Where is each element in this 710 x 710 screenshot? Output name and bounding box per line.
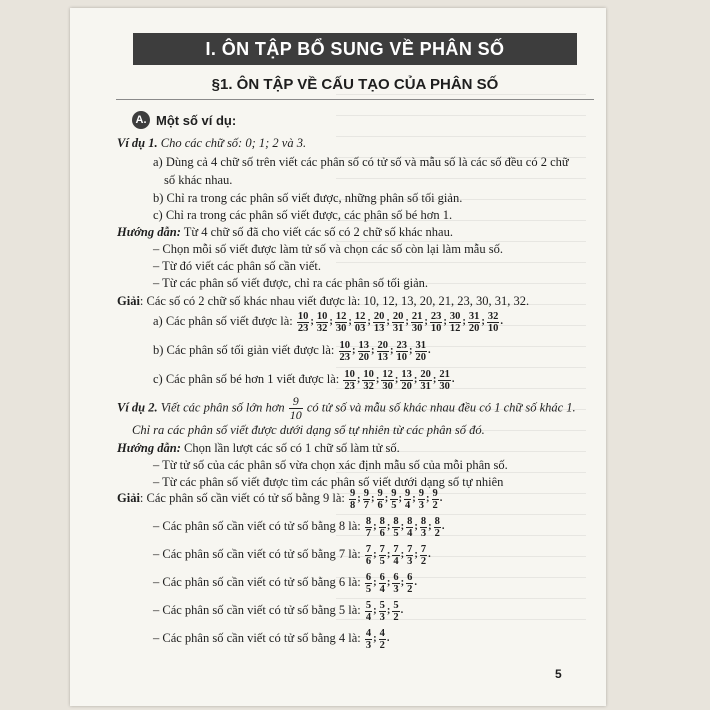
fraction-denominator: 10 xyxy=(430,322,442,334)
fraction-numerator: 12 xyxy=(382,368,393,380)
ex2-solution-4 xyxy=(153,626,391,651)
fraction-separator: ; xyxy=(413,374,418,386)
fraction-denominator: 5 xyxy=(365,583,372,595)
divider-top xyxy=(116,99,594,100)
fraction-separator: ; xyxy=(481,316,485,328)
fraction-denominator: 6 xyxy=(379,527,385,539)
page-number: 5 xyxy=(555,667,562,681)
fraction xyxy=(449,311,462,334)
fraction xyxy=(418,488,425,511)
fraction-numerator: 10 xyxy=(344,368,355,380)
ex2-solution-9 xyxy=(117,486,443,511)
fraction-numerator: 8 xyxy=(420,515,427,527)
ex2-fractions-4 xyxy=(364,627,391,651)
fraction xyxy=(379,600,386,623)
fraction-separator: ; xyxy=(329,316,333,328)
ex2-prompt-text-b: có tử số và mẫu số khác nhau đều có 1 chữ số khác 1. xyxy=(306,400,576,415)
ex1-solution-b xyxy=(153,338,432,363)
fraction-denominator: 5 xyxy=(379,555,385,567)
fraction-separator: . xyxy=(428,549,431,561)
fraction-denominator: 03 xyxy=(354,322,366,334)
fraction-separator: . xyxy=(451,374,455,386)
fraction xyxy=(365,544,372,567)
fraction-numerator: 21 xyxy=(411,310,423,322)
fraction-numerator: 30 xyxy=(449,310,461,322)
fraction-separator: . xyxy=(441,521,445,533)
fraction-denominator: 20 xyxy=(468,322,480,334)
fraction xyxy=(406,572,413,595)
ex1-solution-b-fractions xyxy=(338,339,432,363)
fraction-separator: ; xyxy=(371,493,375,505)
ex1-hint-step3: – Từ các phân số viết được, chỉ ra các phân số tối giản. xyxy=(153,276,429,290)
fraction xyxy=(420,516,427,539)
fraction-numerator: 9 xyxy=(432,487,438,499)
fraction xyxy=(392,572,399,595)
fraction-numerator: 10 xyxy=(339,339,351,351)
ex2-label: Ví dụ 2. xyxy=(117,400,158,415)
fraction-numerator: 8 xyxy=(365,515,372,527)
ex1-hint-step1: – Chọn mỗi số viết được làm tử số và chọn các số còn lại làm mẫu số. xyxy=(153,242,503,256)
fraction-separator: ; xyxy=(394,374,399,386)
fraction-denominator: 6 xyxy=(377,499,383,511)
fraction-denominator: 2 xyxy=(407,583,413,595)
fraction-separator: . xyxy=(386,633,390,645)
fraction-separator: ; xyxy=(371,345,375,357)
fraction-separator: ; xyxy=(352,345,356,357)
fraction-separator: ; xyxy=(373,605,377,617)
fraction xyxy=(343,369,356,392)
fraction-separator: ; xyxy=(367,316,371,328)
fraction-numerator: 10 xyxy=(297,310,309,322)
fraction xyxy=(434,516,441,539)
fraction xyxy=(430,311,443,334)
ex1-solution-text: : Các số có 2 chữ số khác nhau viết được là: 10, 12, 13, 20, 21, 23, 30, 31, 32. xyxy=(139,294,530,308)
fraction-separator: ; xyxy=(414,521,418,533)
ex1-solution-b-text: b) Các phân số tối giản viết được là: xyxy=(153,343,335,357)
ex2-hint-step1: – Từ tử số của các phân số vừa chọn xác định mẫu số của mỗi phân số. xyxy=(153,458,508,472)
fraction-numerator: 32 xyxy=(487,310,499,322)
fraction-separator: ; xyxy=(409,345,413,357)
ex2-prompt xyxy=(117,395,576,422)
fraction-denominator: 13 xyxy=(373,322,385,334)
fraction-numerator: 8 xyxy=(434,515,440,527)
ex2-prompt-fraction xyxy=(289,395,303,422)
fraction-denominator: 2 xyxy=(393,611,399,623)
fraction xyxy=(365,600,372,623)
fraction-separator: ; xyxy=(428,521,432,533)
fraction-numerator: 4 xyxy=(379,627,385,639)
fraction-separator: ; xyxy=(386,577,391,589)
fraction-denominator: 23 xyxy=(344,380,355,392)
fraction-separator: ; xyxy=(373,633,377,645)
fraction xyxy=(419,369,432,392)
ex2-solution-8-text: – Các phân số cần viết có tử số bằng 8 là: xyxy=(153,519,361,533)
fraction-denominator: 10 xyxy=(396,351,408,363)
fraction-numerator: 20 xyxy=(377,339,389,351)
ex2-fractions-5 xyxy=(364,599,404,623)
fraction-denominator: 7 xyxy=(363,499,370,511)
fraction-numerator: 21 xyxy=(439,368,450,380)
ex1-solution xyxy=(117,294,529,309)
ex2-fractions-9 xyxy=(348,487,443,511)
fraction-denominator: 2 xyxy=(379,639,385,651)
ex2-solution-label: Giải xyxy=(117,491,140,505)
fraction xyxy=(377,488,384,511)
fraction xyxy=(373,311,386,334)
fraction-separator: ; xyxy=(424,316,428,328)
fraction-separator: ; xyxy=(398,493,403,505)
fraction-separator: ; xyxy=(443,316,447,328)
fraction-separator: ; xyxy=(373,521,377,533)
fraction-numerator: 31 xyxy=(415,339,427,351)
fraction-separator: ; xyxy=(373,577,377,589)
subsection-heading xyxy=(132,111,236,129)
fraction-numerator: 5 xyxy=(365,599,372,611)
fraction-denominator: 20 xyxy=(401,380,412,392)
fraction-separator: ; xyxy=(310,316,314,328)
fraction xyxy=(358,340,371,363)
fraction-numerator: 31 xyxy=(468,310,480,322)
ex2-solution-4-text: – Các phân số cần viết có tử số bằng 4 là: xyxy=(153,631,361,645)
fraction-numerator: 8 xyxy=(379,515,385,527)
ex1-hint-text: Từ 4 chữ số đã cho viết các số có 2 chữ số khác nhau. xyxy=(180,225,453,239)
fraction-numerator: 13 xyxy=(401,368,412,380)
ex2-solution-6-text: – Các phân số cần viết có tử số bằng 6 là: xyxy=(153,575,361,589)
fraction xyxy=(392,544,399,567)
fraction-denominator: 32 xyxy=(316,322,328,334)
fraction-denominator: 4 xyxy=(405,499,411,511)
fraction xyxy=(379,628,386,651)
fraction-separator: ; xyxy=(386,605,391,617)
fraction-denominator: 3 xyxy=(393,583,399,595)
fraction xyxy=(339,340,352,363)
fraction-numerator: 7 xyxy=(407,543,413,555)
fraction-separator: ; xyxy=(462,316,466,328)
ex1-solution-label: Giải xyxy=(117,294,140,308)
ex1-solution-a xyxy=(153,309,504,334)
fraction xyxy=(392,516,399,539)
fraction-numerator: 6 xyxy=(365,571,372,583)
fraction-denominator: 12 xyxy=(449,322,461,334)
fraction-numerator: 23 xyxy=(396,339,408,351)
fraction xyxy=(335,311,348,334)
fraction-denominator: 20 xyxy=(358,351,370,363)
fraction-denominator: 6 xyxy=(365,555,372,567)
fraction-numerator: 20 xyxy=(392,310,404,322)
ex1-hint xyxy=(117,225,453,240)
fraction-separator: ; xyxy=(405,316,409,328)
fraction-numerator: 5 xyxy=(379,599,385,611)
fraction-numerator: 23 xyxy=(430,310,442,322)
ex1-hint-step2: – Từ đó viết các phân số cần viết. xyxy=(153,259,321,273)
fraction-numerator: 6 xyxy=(407,571,413,583)
ex2-solution-9-text: : Các phân số cần viết có tử số bằng 9 là: xyxy=(139,491,345,505)
fraction xyxy=(365,572,372,595)
fraction-separator: ; xyxy=(384,493,389,505)
ex1-solution-c-fractions xyxy=(342,368,455,392)
ex1-solution-a-text: a) Các phân số viết được là: xyxy=(153,314,293,328)
fraction-denominator: 8 xyxy=(350,499,356,511)
subsection-title: Một số ví dụ: xyxy=(156,112,237,128)
ex1-solution-c-text: c) Các phân số bé hơn 1 viết được là: xyxy=(153,372,340,386)
fraction xyxy=(406,516,413,539)
fraction-numerator: 7 xyxy=(365,543,372,555)
fraction-denominator: 23 xyxy=(297,322,309,334)
ex2-solution-7 xyxy=(153,542,432,567)
fraction-denominator: 30 xyxy=(439,380,450,392)
fraction-separator: ; xyxy=(386,521,391,533)
ex2-fractions-6 xyxy=(364,571,418,595)
fraction-denominator: 31 xyxy=(392,322,404,334)
fraction xyxy=(297,311,310,334)
fraction-separator: ; xyxy=(348,316,352,328)
ex1-label: Ví dụ 1. xyxy=(117,136,158,150)
fraction-numerator: 9 xyxy=(363,487,370,499)
ex2-hint-label: Hướng dẫn: xyxy=(117,441,181,455)
fraction-separator: ; xyxy=(386,316,390,328)
fraction xyxy=(392,600,399,623)
fraction-numerator: 8 xyxy=(407,515,413,527)
fraction-separator: . xyxy=(400,605,404,617)
ex2-hint-text: Chọn lần lượt các số có 1 chữ số làm tử số. xyxy=(180,441,400,455)
fraction xyxy=(396,340,409,363)
fraction-numerator: 20 xyxy=(420,368,431,380)
fraction xyxy=(404,488,411,511)
fraction-separator: ; xyxy=(400,521,405,533)
fraction-denominator: 13 xyxy=(377,351,389,363)
fraction-denominator: 30 xyxy=(411,322,423,334)
ex2-fractions-8 xyxy=(364,515,446,539)
fraction-denominator: 23 xyxy=(339,351,351,363)
fraction-denominator: 3 xyxy=(407,555,413,567)
fraction-numerator: 12 xyxy=(335,310,347,322)
fraction xyxy=(420,544,427,567)
fraction-numerator: 6 xyxy=(393,571,399,583)
fraction-separator: . xyxy=(414,577,418,589)
fraction-separator: ; xyxy=(356,374,361,386)
fraction-separator: ; xyxy=(412,493,416,505)
ex2-solution-6 xyxy=(153,570,418,595)
fraction-denominator: 2 xyxy=(432,499,438,511)
fraction-denominator: 3 xyxy=(420,527,427,539)
fraction xyxy=(390,488,397,511)
fraction xyxy=(365,628,372,651)
fraction-numerator: 10 xyxy=(316,310,328,322)
ex1-prompt xyxy=(117,136,306,151)
fraction-numerator: 9 xyxy=(418,487,425,499)
fraction-separator: ; xyxy=(373,549,377,561)
ex2-solution-5-text: – Các phân số cần viết có tử số bằng 5 là: xyxy=(153,603,361,617)
fraction-separator: ; xyxy=(400,549,405,561)
fraction-denominator: 2 xyxy=(434,527,440,539)
fraction xyxy=(377,340,390,363)
ex1-hint-label: Hướng dẫn: xyxy=(117,225,181,239)
fraction xyxy=(432,488,439,511)
fraction xyxy=(362,369,375,392)
fraction-numerator: 7 xyxy=(393,543,399,555)
fraction-numerator: 9 xyxy=(289,395,303,409)
fraction-denominator: 32 xyxy=(363,380,374,392)
fraction-numerator: 5 xyxy=(393,599,399,611)
fraction-separator: ; xyxy=(400,577,405,589)
fraction-denominator: 4 xyxy=(393,555,399,567)
ex1-prompt-text: Cho các chữ số: 0; 1; 2 và 3. xyxy=(157,136,307,150)
fraction-numerator: 8 xyxy=(393,515,399,527)
fraction xyxy=(438,369,451,392)
fraction xyxy=(354,311,367,334)
fraction-denominator: 10 xyxy=(289,408,302,422)
fraction-denominator: 30 xyxy=(335,322,347,334)
fraction-numerator: 9 xyxy=(350,487,356,499)
fraction-numerator: 9 xyxy=(391,487,397,499)
fraction-numerator: 9 xyxy=(377,487,383,499)
fraction-denominator: 5 xyxy=(393,527,399,539)
ex1-solution-a-fractions xyxy=(296,310,504,334)
fraction-numerator: 6 xyxy=(379,571,385,583)
fraction xyxy=(411,311,424,334)
ex2-solution-8 xyxy=(153,514,446,539)
fraction xyxy=(487,311,500,334)
fraction-numerator: 4 xyxy=(365,627,372,639)
ex1-part-c: c) Chỉ ra trong các phân số viết được, các phân số bé hơn 1. xyxy=(153,208,453,222)
fraction-denominator: 30 xyxy=(382,380,393,392)
ex2-solution-5 xyxy=(153,598,404,623)
fraction-separator: ; xyxy=(357,493,361,505)
fraction xyxy=(392,311,405,334)
fraction xyxy=(381,369,394,392)
ex1-solution-c xyxy=(153,367,456,392)
fraction-numerator: 13 xyxy=(358,339,370,351)
fraction-denominator: 20 xyxy=(415,351,427,363)
fraction xyxy=(415,340,428,363)
ex2-prompt-text-a: Viết các phân số lớn hơn xyxy=(157,400,285,415)
fraction-denominator: 4 xyxy=(365,611,372,623)
fraction xyxy=(349,488,356,511)
ex2-fractions-7 xyxy=(364,543,432,567)
fraction-numerator: 7 xyxy=(420,543,427,555)
fraction-separator: ; xyxy=(426,493,430,505)
fraction-separator: . xyxy=(428,345,431,357)
ex2-solution-7-text: – Các phân số cần viết có tử số bằng 7 là: xyxy=(153,547,361,561)
fraction-denominator: 3 xyxy=(365,639,372,651)
fraction-denominator: 2 xyxy=(420,555,427,567)
ex1-part-a-line2: số khác nhau. xyxy=(164,173,233,187)
fraction xyxy=(379,516,386,539)
fraction-separator: ; xyxy=(386,549,391,561)
ex2-line2: Chỉ ra các phân số viết được dưới dạng số tự nhiên từ các phân số đó. xyxy=(132,423,485,437)
fraction xyxy=(379,572,386,595)
fraction-separator: . xyxy=(439,493,443,505)
chapter-banner: I. ÔN TẬP BỔ SUNG VỀ PHÂN SỐ xyxy=(133,33,577,65)
fraction xyxy=(379,544,386,567)
fraction xyxy=(316,311,329,334)
fraction-denominator: 4 xyxy=(407,527,413,539)
ex2-hint xyxy=(117,441,400,456)
fraction-numerator: 9 xyxy=(405,487,411,499)
fraction xyxy=(406,544,413,567)
fraction-separator: ; xyxy=(414,549,418,561)
ex1-part-b: b) Chỉ ra trong các phân số viết được, những phân số tối giản. xyxy=(153,191,463,205)
fraction-denominator: 10 xyxy=(487,322,499,334)
fraction-numerator: 10 xyxy=(363,368,374,380)
fraction-separator: ; xyxy=(432,374,437,386)
fraction-denominator: 3 xyxy=(418,499,425,511)
fraction xyxy=(468,311,481,334)
ex2-hint-step2: – Từ các phân số viết được tìm các phân số viết dưới dạng số tự nhiên xyxy=(153,475,504,489)
fraction-numerator: 12 xyxy=(354,310,366,322)
fraction-numerator: 20 xyxy=(373,310,385,322)
fraction xyxy=(363,488,370,511)
fraction-separator: ; xyxy=(375,374,380,386)
fraction-separator: ; xyxy=(390,345,394,357)
fraction-denominator: 7 xyxy=(365,527,372,539)
fraction-numerator: 7 xyxy=(379,543,385,555)
fraction xyxy=(400,369,413,392)
fraction xyxy=(365,516,372,539)
fraction-denominator: 31 xyxy=(420,380,431,392)
ex1-part-a-line1: a) Dùng cả 4 chữ số trên viết các phân số có tử số và mẫu số là các số đều có 2 chữ xyxy=(153,155,569,169)
fraction-separator: . xyxy=(500,316,503,328)
fraction-denominator: 4 xyxy=(379,583,385,595)
fraction-denominator: 3 xyxy=(379,611,385,623)
subsection-letter-badge: A. xyxy=(132,111,150,129)
fraction-denominator: 5 xyxy=(391,499,397,511)
section-title: §1. ÔN TẬP VỀ CẤU TẠO CỦA PHÂN SỐ xyxy=(211,76,499,93)
